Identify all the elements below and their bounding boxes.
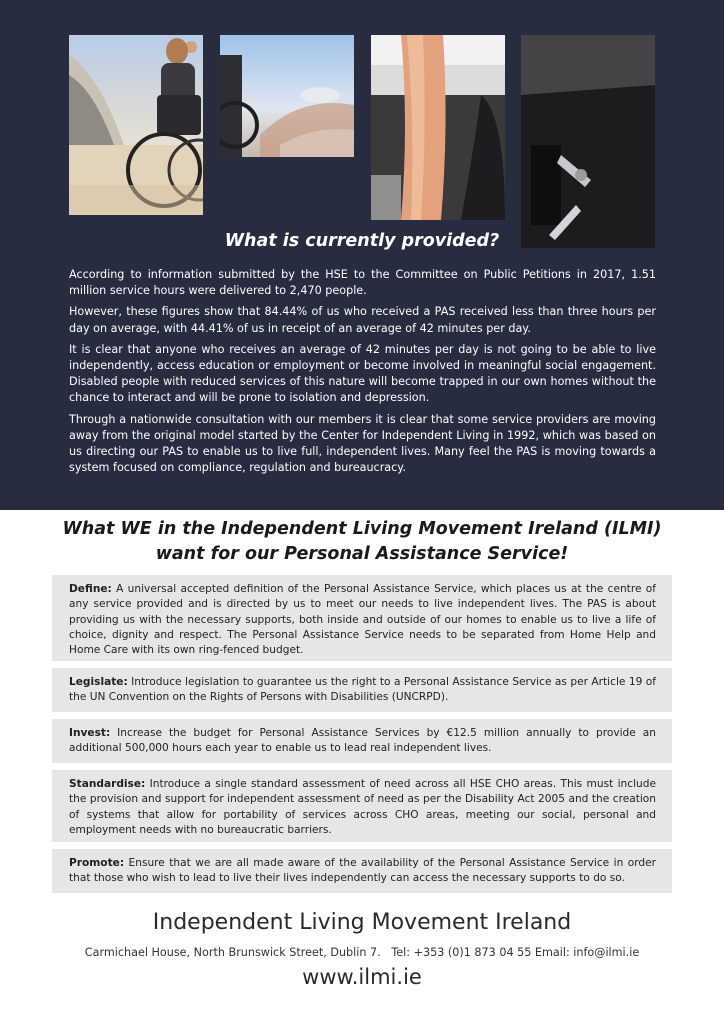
demand-box-invest	[52, 719, 672, 763]
intro-paragraph: It is clear that anyone who receives an average of 42 minutes per day is not going to be able to live independently, access education or employment or become involved in meaningful social engagement. Disabled people with reduced services of this nature will become trapped in our own homes without the chance to interact and will be prone to isolation and depression.	[69, 342, 656, 405]
section-title-ilmi-wants	[0, 517, 724, 567]
contact-address: Carmichael House, North Brunswick Street, Dublin 7. Tel: +353 (0)1 873 04 55 Email: info@ilmi.ie	[84, 946, 640, 959]
demand-text: Ensure that we are all made aware of the availability of the Personal Assistance Service in order that those who wish to lead to live their lives independently can access the necessary supports to do so.	[69, 857, 656, 885]
demand-box-legislate	[52, 668, 672, 712]
demand-text: A universal accepted definition of the Personal Assistance Service, which places us at the centre of any service provided and is directed by us to meet our needs to live independent lives. The PAS is about providing us with the necessary supports, both inside and outside of our homes to enable us to live a life of choice, dignity and respect. The Personal Assistance Service needs to be separated from Home Help and Home Care with its own ring-fenced budget.	[69, 583, 656, 657]
demand-box-define	[52, 575, 672, 661]
website-link[interactable]: www.ilmi.ie	[302, 965, 422, 989]
demand-label: Standardise:	[69, 778, 146, 790]
demand-box-standardise	[52, 770, 672, 842]
demand-text: Introduce legislation to guarantee us the right to a Personal Assistance Service as per Article 19 of the UN Convention on the Rights of Persons with Disabilities (UNCRPD).	[69, 676, 656, 704]
demand-box-promote	[52, 849, 672, 893]
intro-paragraph: However, these figures show that 84.44% of us who received a PAS received less than three hours per day on average, with 44.41% of us in receipt of an average of 42 minutes per day.	[69, 305, 656, 335]
organisation-name: Independent Living Movement Ireland	[152, 910, 572, 935]
blurred-street-photo	[220, 35, 354, 157]
demand-label: Promote:	[69, 857, 125, 869]
demand-label: Invest:	[69, 727, 111, 739]
title-line: What WE in the Independent Living Movement Ireland (ILMI)	[62, 519, 662, 539]
intro-paragraph: According to information submitted by the HSE to the Committee on Public Petitions in 2017, 1.51 million service hours were delivered to 2,470 people.	[69, 268, 656, 298]
leg-wheelchair-photo	[371, 35, 505, 220]
section-title-currently-provided: What is currently provided?	[224, 231, 500, 251]
wheelchair-user-photo	[69, 35, 203, 215]
demand-label: Legislate:	[69, 676, 128, 688]
intro-text	[69, 267, 656, 481]
header-band	[0, 0, 724, 510]
demand-label: Define:	[69, 583, 112, 595]
demand-text: Introduce a single standard assessment of need across all HSE CHO areas. This must include the provision and support for independent assessment of need as per the Disability Act 2005 and the creation of systems that allow for portability of services across CHO areas, meeting our social, personal and employment needs with no bureaucratic barriers.	[69, 778, 656, 836]
intro-paragraph: Through a nationwide consultation with our members it is clear that some service providers are moving away from the original model started by the Center for Independent Living in 1992, which was based on us directing our PAS to enable us to live full, independent lives. Many feel the PAS is moving towards a system focused on compliance, regulation and bureaucracy.	[69, 412, 656, 475]
title-line: want for our Personal Assistance Service!	[155, 544, 569, 564]
wheelchair-brake-photo	[521, 35, 655, 248]
demand-text: Increase the budget for Personal Assistance Services by €12.5 million annually to provide an additional 500,000 hours each year to enable us to lead real independent lives.	[69, 727, 656, 755]
